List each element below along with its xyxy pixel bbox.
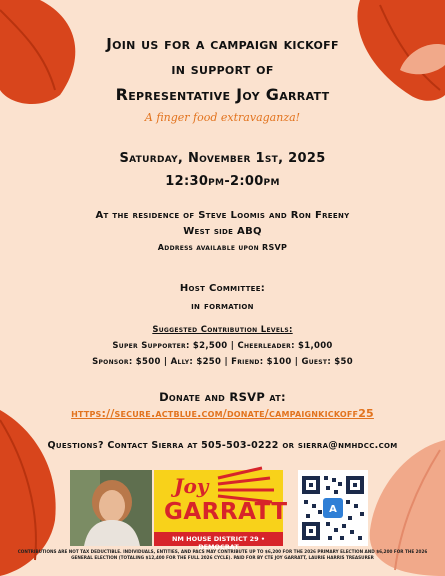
- logo-last-name: GARRATT: [164, 499, 288, 525]
- title-line-1: Join us for a campaign kickoff: [106, 35, 339, 53]
- rsvp-heading: Donate and RSVP at:: [159, 390, 286, 404]
- candidate-photo: [70, 470, 152, 546]
- logo-district: NM HOUSE DISTRICT 29 • DEMOCRAT: [171, 535, 266, 551]
- title-line-3: Representative Joy Garratt: [115, 85, 330, 104]
- legal-disclaimer: CONTRIBUTIONS ARE NOT TAX DEDUCTIBLE. INDIVIDUALS, ENTITIES, AND PACS MAY CONTRIBUTE UP TO $6,200 FOR THE 2026 PRIMARY ELECTION AND $6,200 FOR THE 2026 GENERAL ELECTION (TOTALING $12,400 FOR THE FULL 2026 CYCLE). PAID FOR BY CTE JOY GARRATT, LAURIE HARRIS TREASURER: [17, 549, 428, 560]
- tagline: A finger food extravaganza!: [144, 111, 301, 124]
- location-area: West side ABQ: [183, 226, 262, 237]
- campaign-logo: [154, 470, 288, 551]
- contact-line: Questions? Contact Sierra at 505-503-0222 or sierra@nmhdcc.com: [47, 440, 398, 451]
- event-date: Saturday, November 1st, 2025: [119, 151, 326, 166]
- title-line-2: in support of: [171, 60, 274, 78]
- location-residence: At the residence of Steve Loomis and Ron Freeny: [95, 210, 350, 221]
- rsvp-link[interactable]: https://secure.actblue.com/donate/campaignkickoff25: [71, 407, 374, 420]
- host-committee-label: Host Committee:: [179, 283, 266, 294]
- logo-first-name: Joy: [174, 474, 209, 498]
- contribution-line-1: Super Supporter: $2,500 | Cheerleader: $1,000: [112, 341, 333, 351]
- donation-qr-code[interactable]: [298, 470, 368, 546]
- contribution-line-2: Sponsor: $500 | Ally: $250 | Friend: $100 | Guest: $50: [92, 357, 353, 367]
- event-time: 12:30pm-2:00pm: [165, 174, 280, 189]
- svg-text:A: A: [329, 504, 337, 515]
- location-note: Address available upon RSVP: [157, 243, 288, 252]
- host-committee-value: in formation: [191, 301, 254, 312]
- contribution-heading: Suggested Contribution Levels:: [152, 325, 293, 335]
